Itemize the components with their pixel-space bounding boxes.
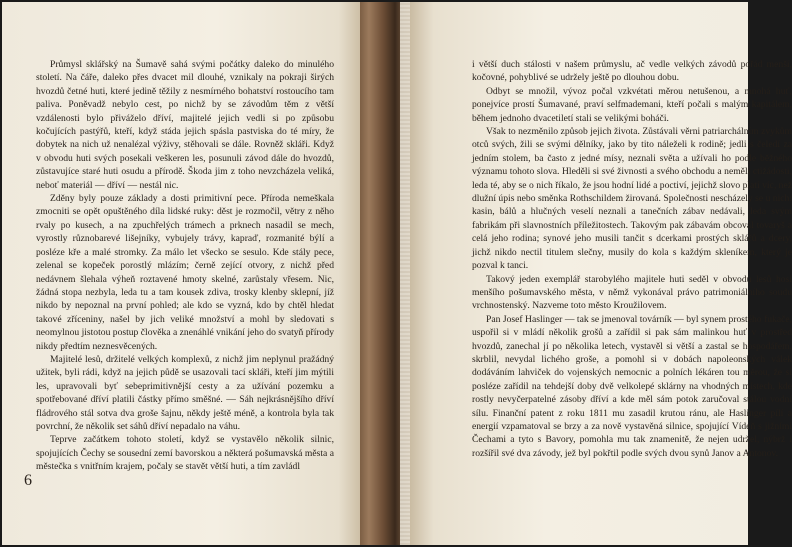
paragraph: Odbyt se množil, vývoz počal vzkvétati měrou netušenou, a mnohá huť, ponejvíce prostí Šumavané, praví selfmademani, kteří počali s malým kapitálem, během jednoho dvacetiletí stali se velikými boháči. [472, 85, 792, 124]
paragraph: Však to nezměnilo způsob jejich života. Zůstávali věrni patriarchálním zvykům otců svých, žili se svými dělníky, jako by tito náleželi k rodině; jedli s čeledí za jedním stolem, ba často z jedné mísy, neznali světa a užívali ho podle běžného významu tohoto slova. Hleděli si své živnosti a svého obchodu a neměli ctižádosti, leda té, aby se o nich říkalo, že jsou hodní lidé a poctiví, jejichž slovo platí víc, než dlužní úpis nebo směnka Rothschildem žirovaná. Společnosti nescházely se u nich: kasin, bálů a hlučných veselí neznali a tanečních zábav nedávali, leda svým fabrikám při slavnostních příležitostech. Takovým pak zábavám obcoval tovaryš a celá jeho rodina; synové jeho musili tančit s dcerkami prostých sklářů a dcery, jichž nikdo nectil titulem slečny, musily do kola s každým skleníkem, který je pozval k tanci. [472, 126, 792, 272]
right-page [410, 2, 792, 545]
paragraph: Zděny byly pouze základy a dosti primitivní pece. Příroda nemeškala zmocniti se opět opuštěného díla lidské ruky: děst je rozmočil, větry z něho rvaly po kusech, a na zpuchřelých trámech a prknech nasadil se mech, vyrostly různobarevé lišejníky, vybujely trávy, kapraď, rozmanité býlí a posléze kře a malé stromky. Za málo let všecko se sesulo. Kde stály pece, zelenal se kopeček porostlý mlázím; černě zející otvory, z nichž před nedávnem šlehala výheň roztavené hmoty skelné, zarůstaly vřesem. Nic, žádná stopa nezbyla, leda tu a tam kousek zdiva, trosky klenby sklepní, jíž nikdo by nepoznal na první pohled; ale kdo se vyzná, kdo by chtěl hledat takové zříceniny, našel by jich veliké množství a mohl by sledovati s neomylnou jistotou postup člověka a znenáhlé vnikání jeho do svatyň přírody nikdy předtím neznesvěcených. [36, 193, 334, 352]
paragraph: Pan Josef Haslinger — tak se jmenoval továrník — byl synem prostého fukače, uspořil si v mládí několik grošů a zařídil si pak sám malinkou huť v prostřed hvozdů, zanechal jí po několika letech, vystavěl si větší a zastal se hospodářem, skrblil, nevydal lichého groše, a pomohl si v dobách napoleonských válek dodáváním lahviček do vojenských nemocnic a polních lékáren tou měrou, že si posléze zařídil na tehdejší doby dvě velkolepé sklárny na vhodných místech, kde rostly nevyčerpatelné zásoby dříví a kde měl sám potok zaručoval stálou vodní sílu. Finanční patent z roku 1811 mu zasadil krutou ránu, ale Haslinger pílí a energií vzpamatoval se brzy a za nově vystavěná silnice, spojující Vídeň s jižními Čechami a tyto s Bavory, pomohla mu tak znamenitě, že nejen udržel, nýbrž i rozšířil své dva závody, jež byl pokřtil podle svých dvou synů Janov a Antonov. [472, 313, 792, 459]
paragraph: Teprve začátkem tohoto století, když se vystavělo několik silnic, spojujících Čechy se sousední zemí bavorskou a některá pošumavská města a městečka s vnitřním krajem, počaly se stavět větší huti, a tím zavládl [36, 434, 334, 473]
paragraph: Takový jeden exemplář starobylého majitele huti seděl v obvodu lesů hosi menšího pošumavského města, v němž vykonával právo patrimoniálního soudu vrchnostenský. Nazveme toto město Kroužilovem. [472, 273, 792, 312]
paragraph: i větší duch stálosti v našem průmyslu, ač vedle velkých závodů pořád menší, kočovné, pohyblivé se udržely ještě po dlouhou dobu. [472, 59, 792, 84]
left-page [2, 2, 360, 545]
right-page-text [472, 58, 792, 460]
paragraph: Majitelé lesů, držitelé velkých komplexů, z nichž jim neplynul pražádný užitek, byli rádi, když na jejich půdě se usazovali tací skláři, kteří jim mýtili les, upravovali byť sebeprimitivnější cesty a za užívání pozemku a spotřebované dříví platili částky přímo směšné. — Sáh nejkrásnějšího dříví fládrového stál sotva dva groše šajnu, někdy ještě méně, a kontrola byla tak povrchní, že několik set sáhů dříví nepadalo na váhu. [36, 353, 334, 432]
book-spread [2, 2, 792, 545]
paragraph: Průmysl sklářský na Šumavě sahá svými počátky daleko do minulého století. Na čáře, daleko přes dvacet mil dlouhé, vznikaly na pokraji širých hvozdů četné huti, které jedině těžily z nesmírného bohatství rostoucího tam paliva. Poněvadž nebylo cest, po nichž by se závodům těm z větší vzdálenosti bylo přiváželo dříví, majitelé jejich vedli si po způsobu kočujících pastýřů, kteří, když stáda jejich spásla pastviska do té míry, že dobytek na nich už nenalézal výživy, stěhovali se dále. Rovněž skláři. Když v obvodu huti svých posekali veškeren les, posunuli závod dále do hvozdů, zůstavujíce staré huti osudu a přírodě. Škoda jim z toho nevzcházela veliká, neboť materiál — dříví — nestál nic. [36, 59, 334, 191]
page-number: 6 [24, 472, 32, 489]
left-page-text [36, 58, 334, 474]
page-edges [400, 2, 410, 545]
